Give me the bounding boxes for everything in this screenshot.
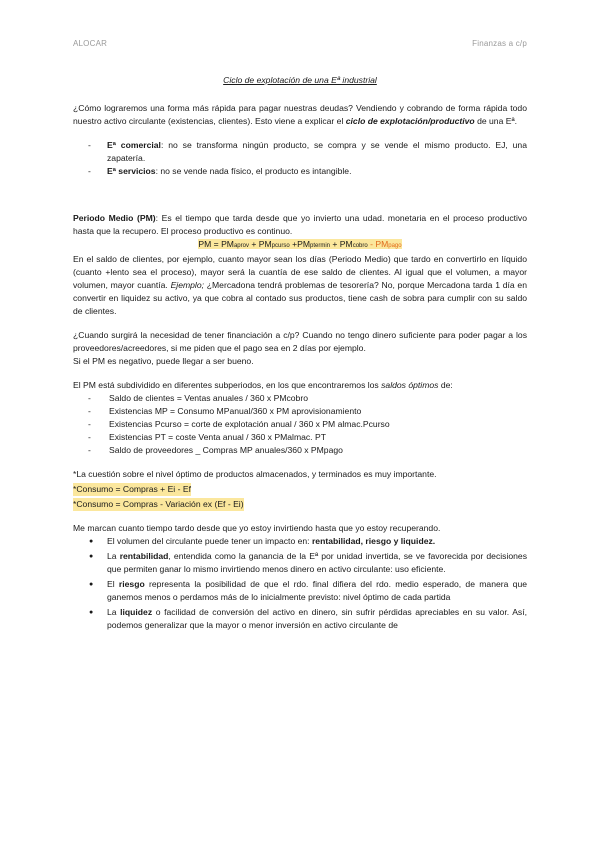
financing-paragraph: ¿Cuando surgirá la necesidad de tener financiación a c/p? Cuando no tengo dinero suficiente para poder pagar a los proveedores/acreedores, si me piden que el pago sea en 2 días por ejemplo. — [73, 330, 527, 353]
subperiods-intro: El PM está subdividido en diferentes subperiodos, en los que encontraremos los saldos óptimos de: — [73, 380, 453, 390]
impact-intro: Me marcan cuanto tiempo tardo desde que yo estoy invirtiendo hasta que yo estoy recuperando. — [73, 523, 441, 533]
list-item: ● El riesgo representa la posibilidad de que el rdo. final difiera del rdo. medio esperado, de manera que ganemos menos o perdamos más de lo inicialmente previsto: nivel óptimo de cada partida — [73, 578, 527, 604]
list-item: - Existencias MP = Consumo MPanual/360 x PM aprovisionamiento — [73, 405, 527, 418]
list-item: ● La liquidez o facilidad de conversión del activo en dinero, sin sufrir pérdidas apreciables en su valor. Así, podemos generalizar que la mayor o menor inversión en activo circulante de — [73, 606, 527, 632]
note-consumo-2: *Consumo = Compras - Variación ex (Ef - Ei) — [73, 499, 244, 509]
header-right: Finanzas a c/p — [472, 39, 527, 48]
pm-formula — [73, 238, 527, 253]
list-item: - Saldo de clientes = Ventas anuales / 360 x PMcobro — [73, 392, 527, 405]
header-left: ALOCAR — [73, 39, 108, 48]
note-consumo-1: *Consumo = Compras + Ei - Ef — [73, 484, 191, 494]
pm-definition: Periodo Medio (PM): Es el tiempo que tarda desde que yo invierto una udad. monetaria en el proceso productivo hasta que la recupero. El proceso productivo es continuo. — [73, 213, 527, 236]
list-item: - Eª comercial: no se transforma ningún producto, se compra y se vende el mismo producto. EJ, una zapatería. — [73, 139, 527, 165]
list-item: - Eª servicios: no se vende nada físico, el producto es intangible. — [73, 165, 527, 178]
subperiods-list — [73, 392, 527, 457]
note-optimal-level: *La cuestión sobre el nivel óptimo de productos almacenados, y terminados es muy importante. — [73, 469, 437, 479]
intro-paragraph: ¿Cómo lograremos una forma más rápida para pagar nuestras deudas? Vendiendo y cobrando de forma rápida todo nuestro activo circulante (existencias, clientes). Esto viene a explicar el ciclo de explotación/productivo de una Eª. — [73, 103, 527, 126]
pm-formula-highlight: PM = PMaprov + PMpcurso +PMptermin + PMcobro - PMpago — [198, 239, 402, 249]
financing-line: Si el PM es negativo, puede llegar a ser bueno. — [73, 356, 254, 366]
list-item: - Existencias PT = coste Venta anual / 360 x PMalmac. PT — [73, 431, 527, 444]
document-body — [73, 74, 527, 634]
company-types-list — [73, 139, 527, 178]
pm-example-paragraph: En el saldo de clientes, por ejemplo, cuanto mayor sean los días (Periodo Medio) que tardo en convertirlo en líquido (cuanto +lento sea el proceso), mayor será la cuantía de ese saldo de clientes. Al igual que el volumen, a mayor volumen, mayor cuantía. Ejemplo; ¿Mercadona tendrá problemas de tesorería? No, porque Mercadona tarda 1 día en convertir en liquidez su activo, ya que cobra al contado sus productos, tiene cash de sobra para cumplir con su saldo de clientes. — [73, 254, 527, 316]
list-item: - Existencias Pcurso = corte de explotación anual / 360 x PM almac.Pcurso — [73, 418, 527, 431]
page-title: Ciclo de explotación de una Eª industrial — [223, 75, 377, 85]
impact-list — [73, 535, 527, 632]
list-item: ● El volumen del circulante puede tener un impacto en: rentabilidad, riesgo y liquidez. — [73, 535, 527, 548]
list-item: - Saldo de proveedores _ Compras MP anuales/360 x PMpago — [73, 444, 527, 457]
list-item: ● La rentabilidad, entendida como la ganancia de la Eª por unidad invertida, se ve favorecida por decisiones que permiten ganar lo mismo invirtiendo menos dinero en activo circulante: uso eficiente. — [73, 550, 527, 576]
